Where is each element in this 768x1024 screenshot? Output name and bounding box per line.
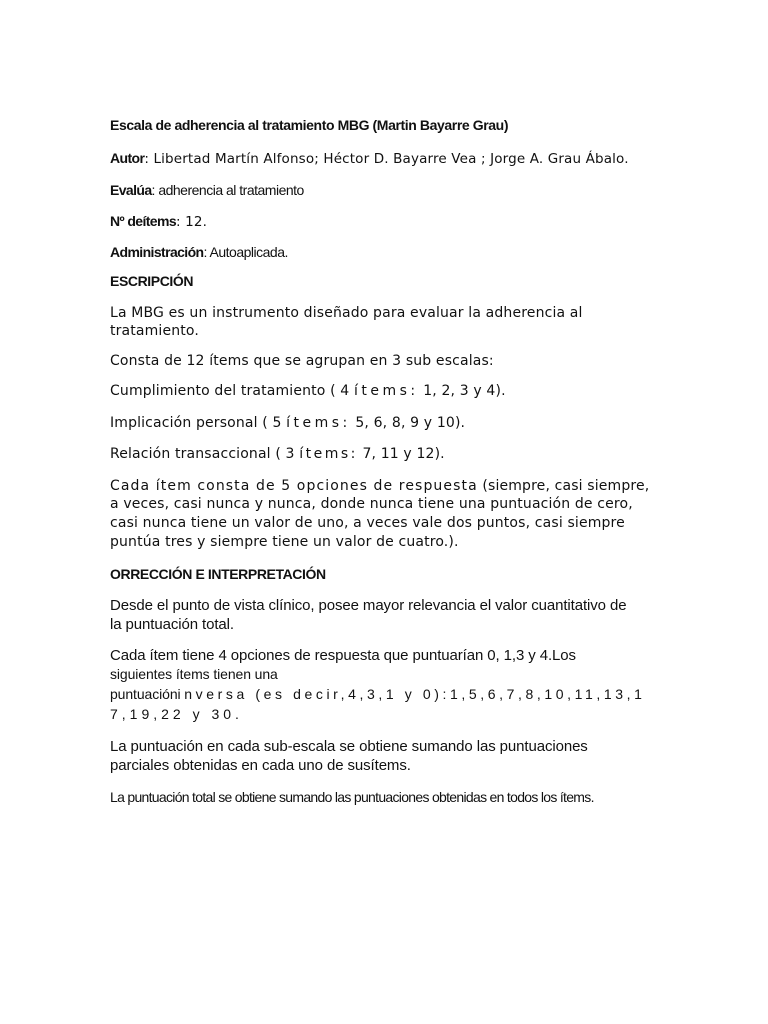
subescala-implicacion-b: ítems: xyxy=(286,415,351,431)
descripcion-p3-line1 xyxy=(110,478,649,494)
subescala-cumplimiento xyxy=(110,383,506,399)
administracion-line xyxy=(110,242,288,261)
correccion-p3-line1: La puntuación en cada sub-escala se obtiene sumando las puntuaciones xyxy=(110,738,588,755)
descripcion-p1-line1: La MBG es un instrumento diseñado para evaluar la adherencia al xyxy=(110,305,583,321)
items-value: : 12. xyxy=(176,214,208,230)
evalua-value: : adherencia al tratamiento xyxy=(151,182,304,198)
correccion-p3-line2: parciales obtenidas en cada uno de susítems. xyxy=(110,757,411,774)
correccion-p2-line3 xyxy=(110,686,646,702)
items-line xyxy=(110,211,207,230)
descripcion-p3-line1-a: Cada ítem consta de 5 opciones de respuesta xyxy=(110,478,478,494)
document-page xyxy=(110,0,658,1024)
subescala-relacion-c: 7, 11 y 12). xyxy=(357,446,445,462)
subescala-implicacion-c: 5, 6, 8, 9 y 10). xyxy=(350,415,466,431)
correccion-p2-line1: Cada ítem tiene 4 opciones de respuesta que puntuarían 0, 1,3 y 4.Los xyxy=(110,647,576,664)
subescala-cumplimiento-c: 1, 2, 3 y 4). xyxy=(418,383,506,399)
correccion-p2-line3-b: inversa (es decir,4,3,1 y 0):1,5,6,7,8,10,11,13,1 xyxy=(177,686,646,702)
correccion-p1-line1: Desde el punto de vista clínico, posee mayor relevancia el valor cuantitativo de xyxy=(110,597,627,614)
descripcion-p3-line2: a veces, casi nunca y nunca, donde nunca tiene una puntuación de cero, xyxy=(110,496,633,512)
items-label: Nº deítems xyxy=(110,213,177,229)
administracion-label: Administración xyxy=(110,244,204,260)
descripcion-p3-line4: puntúa tres y siempre tiene un valor de cuatro.). xyxy=(110,534,459,550)
descripcion-heading: ESCRIPCIÓN xyxy=(110,273,194,289)
correccion-p4: La puntuación total se obtiene sumando las puntuaciones obtenidas en todos los ítems. xyxy=(110,789,594,805)
autor-value: : Libertad Martín Alfonso; Héctor D. Bayarre Vea ; Jorge A. Grau Ábalo. xyxy=(144,151,629,167)
correccion-p1-line2: la puntuación total. xyxy=(110,616,234,633)
correccion-p2-line4: 7,19,22 y 30. xyxy=(110,706,243,722)
evalua-label: Evalúa xyxy=(110,182,152,198)
autor-label: Autor xyxy=(110,150,145,166)
evalua-line xyxy=(110,180,304,199)
descripcion-p2: Consta de 12 ítems que se agrupan en 3 sub escalas: xyxy=(110,353,494,369)
correccion-heading: ORRECCIÓN E INTERPRETACIÓN xyxy=(110,566,326,582)
document-title: Escala de adherencia al tratamiento MBG (Martin Bayarre Grau) xyxy=(110,117,509,133)
descripcion-p1-line2: tratamiento. xyxy=(110,323,199,339)
subescala-relacion-a: Relación transaccional ( 3 xyxy=(110,446,300,462)
descripcion-p3-line3: casi nunca tiene un valor de uno, a veces vale dos puntos, casi siempre xyxy=(110,515,625,531)
subescala-relacion-b: ítems: xyxy=(299,446,358,462)
subescala-implicacion-a: Implicación personal ( 5 xyxy=(110,415,287,431)
descripcion-p3-line1-b: (siempre, casi siempre, xyxy=(477,478,650,494)
autor-line xyxy=(110,148,629,167)
subescala-relacion xyxy=(110,446,445,462)
subescala-implicacion xyxy=(110,415,465,431)
administracion-value: : Autoaplicada. xyxy=(203,244,288,260)
subescala-cumplimiento-a: Cumplimiento del tratamiento ( 4 xyxy=(110,383,354,399)
correccion-p2-line2: siguientes ítems tienen una xyxy=(110,666,278,682)
correccion-p2-line3-a: puntuación xyxy=(110,686,178,702)
subescala-cumplimiento-b: ítems: xyxy=(353,383,419,399)
